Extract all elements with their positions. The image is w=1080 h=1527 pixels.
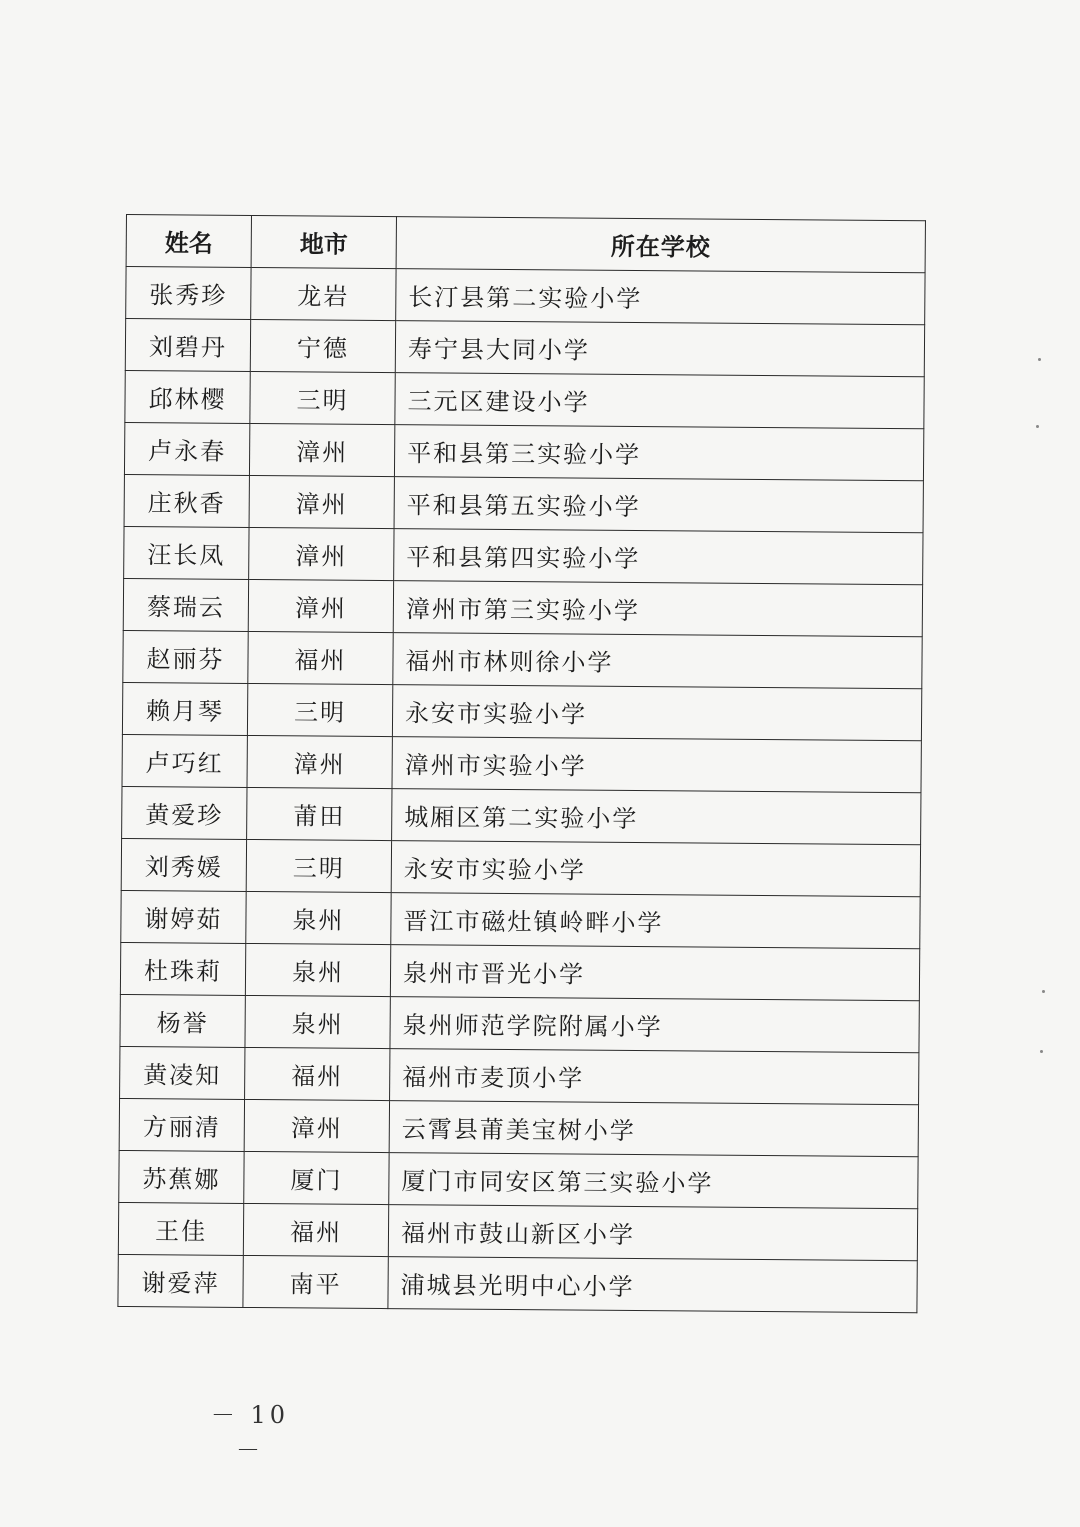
scan-speck	[1042, 990, 1045, 993]
table-row	[126, 267, 925, 325]
cell-name: 赵丽芬	[123, 630, 248, 683]
cell-name: 谢婷茹	[121, 890, 246, 943]
table-row	[123, 578, 922, 636]
cell-name: 赖月琴	[122, 682, 247, 735]
cell-city: 南平	[243, 1255, 388, 1308]
cell-school: 漳州市第三实验小学	[393, 581, 922, 637]
cell-school: 晋江市磁灶镇岭畔小学	[391, 893, 920, 949]
cell-city: 福州	[248, 631, 393, 684]
header-city: 地市	[251, 215, 396, 268]
cell-school: 浦城县光明中心小学	[388, 1257, 917, 1313]
header-name: 姓名	[126, 215, 251, 268]
cell-school: 永安市实验小学	[392, 685, 921, 741]
scan-speck	[1040, 1050, 1043, 1053]
table-row	[122, 734, 921, 792]
cell-city: 泉州	[246, 891, 391, 944]
scan-speck	[1036, 425, 1039, 428]
cell-name: 黄凌知	[120, 1046, 245, 1099]
cell-name: 方丽清	[119, 1098, 244, 1151]
table-row	[118, 1254, 917, 1312]
cell-city: 宁德	[250, 319, 395, 372]
cell-school: 漳州市实验小学	[392, 737, 921, 793]
cell-school: 福州市麦顶小学	[390, 1049, 919, 1105]
header-school: 所在学校	[396, 217, 925, 273]
cell-city: 三明	[250, 371, 395, 424]
table-row	[124, 422, 923, 480]
table-row	[119, 1098, 918, 1156]
cell-city: 漳州	[247, 735, 392, 788]
cell-name: 庄秋香	[124, 474, 249, 527]
cell-name: 苏蕉娜	[119, 1150, 244, 1203]
table-row	[125, 370, 924, 428]
cell-city: 漳州	[249, 475, 394, 528]
cell-school: 平和县第三实验小学	[394, 425, 923, 481]
table-row	[125, 319, 924, 377]
cell-school: 厦门市同安区第三实验小学	[389, 1153, 918, 1209]
table-row	[119, 1150, 918, 1208]
table-row	[118, 1202, 917, 1260]
table-row	[121, 890, 920, 948]
cell-city: 龙岩	[251, 267, 396, 320]
cell-school: 福州市鼓山新区小学	[388, 1205, 917, 1261]
cell-name: 杨誉	[120, 994, 245, 1047]
cell-school: 云霄县莆美宝树小学	[389, 1101, 918, 1157]
table-row	[122, 682, 921, 740]
scan-speck	[1038, 358, 1041, 361]
cell-school: 寿宁县大同小学	[395, 321, 924, 377]
cell-school: 长汀县第二实验小学	[396, 269, 925, 325]
roster-body	[118, 267, 925, 1313]
cell-name: 王佳	[118, 1202, 243, 1255]
cell-name: 邱林樱	[125, 370, 250, 423]
cell-school: 三元区建设小学	[395, 373, 924, 429]
page-number: － 10 －	[210, 1401, 290, 1464]
table-row	[121, 838, 920, 896]
table-header-row	[126, 215, 925, 273]
cell-name: 汪长凤	[124, 526, 249, 579]
cell-city: 厦门	[244, 1151, 389, 1204]
cell-city: 泉州	[245, 995, 390, 1048]
table-row	[124, 526, 923, 584]
table-row	[123, 630, 922, 688]
cell-school: 泉州师范学院附属小学	[390, 997, 919, 1053]
cell-name: 黄爱珍	[122, 786, 247, 839]
cell-city: 漳州	[249, 423, 394, 476]
cell-city: 三明	[247, 683, 392, 736]
cell-name: 刘秀媛	[121, 838, 246, 891]
cell-city: 三明	[246, 839, 391, 892]
cell-name: 蔡瑞云	[123, 578, 248, 631]
table-row	[122, 786, 921, 844]
cell-city: 漳州	[248, 579, 393, 632]
cell-city: 泉州	[245, 943, 390, 996]
table-row	[124, 474, 923, 532]
cell-name: 杜珠莉	[120, 942, 245, 995]
cell-city: 莆田	[247, 787, 392, 840]
table-row	[120, 942, 919, 1000]
cell-name: 刘碧丹	[125, 319, 250, 372]
cell-school: 平和县第四实验小学	[394, 529, 923, 585]
cell-city: 福州	[245, 1047, 390, 1100]
roster-table	[117, 214, 926, 1313]
cell-name: 卢永春	[124, 422, 249, 475]
cell-city: 漳州	[249, 527, 394, 580]
cell-name: 谢爱萍	[118, 1254, 243, 1307]
cell-city: 福州	[243, 1203, 388, 1256]
cell-school: 永安市实验小学	[391, 841, 920, 897]
cell-city: 漳州	[244, 1099, 389, 1152]
table-row	[120, 994, 919, 1052]
cell-school: 平和县第五实验小学	[394, 477, 923, 533]
cell-name: 张秀珍	[126, 267, 251, 320]
cell-school: 泉州市晋光小学	[390, 945, 919, 1001]
table-row	[120, 1046, 919, 1104]
cell-school: 福州市林则徐小学	[393, 633, 922, 689]
cell-name: 卢巧红	[122, 734, 247, 787]
cell-school: 城厢区第二实验小学	[392, 789, 921, 845]
